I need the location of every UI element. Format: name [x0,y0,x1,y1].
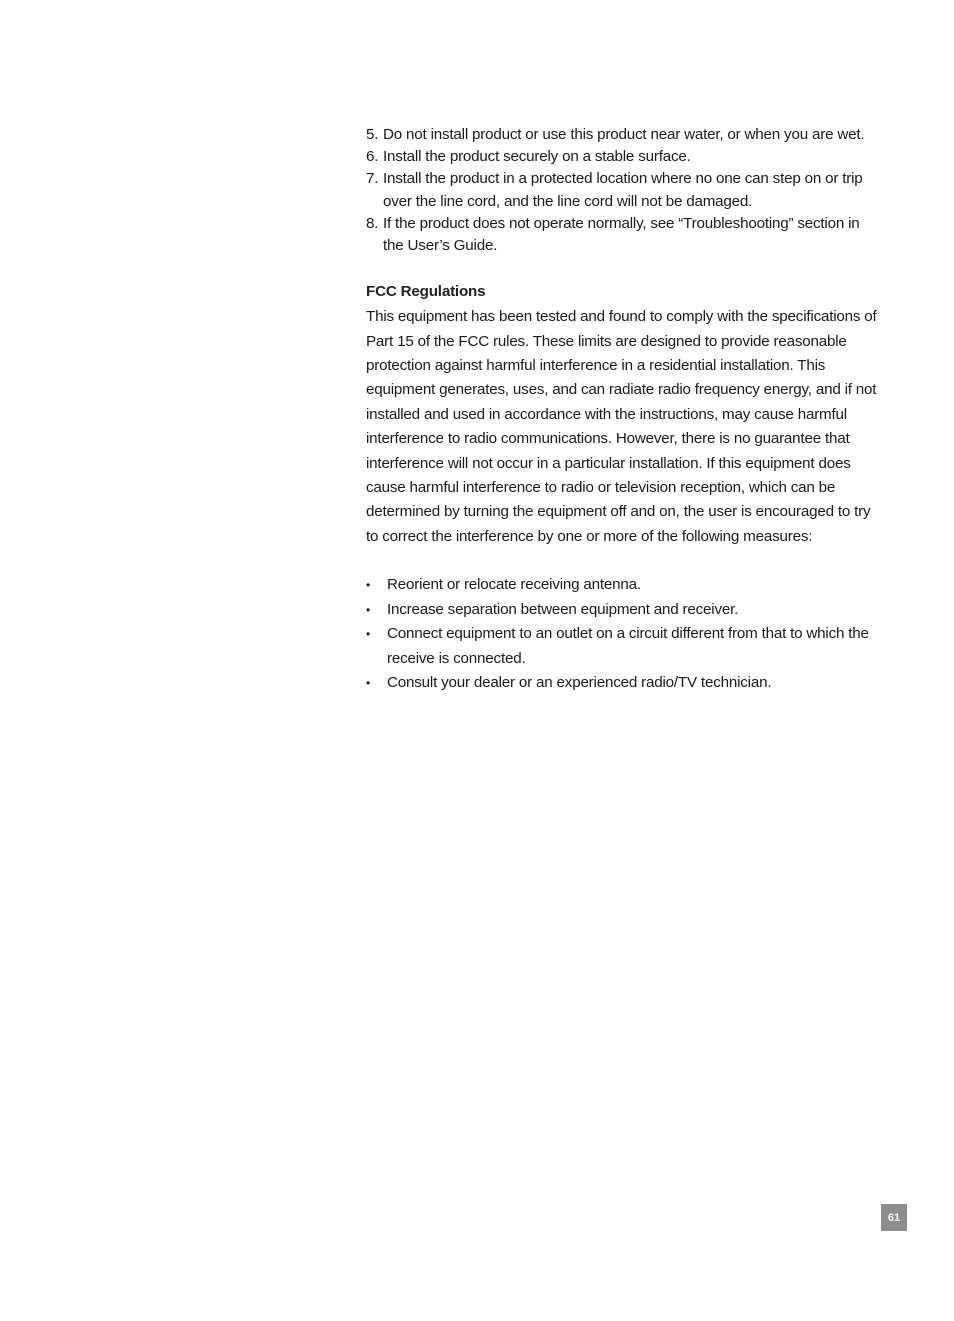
list-item-text: Install the product securely on a stable surface. [383,148,691,166]
list-item [366,124,878,146]
safety-instructions-list [366,124,878,257]
list-number: 6. [366,148,379,166]
list-item-text: Connect equipment to an outlet on a circuit different from that to which the receive is connected. [387,625,869,667]
fcc-measures-list [366,573,878,695]
list-item-text: If the product does not operate normally, see “Troubleshooting” section in the User’s Guide. [383,214,860,255]
page-number: 61 [881,1204,907,1231]
content-column [366,124,878,695]
list-number: 5. [366,126,379,143]
list-item-text: Do not install product or use this product near water, or when you are wet. [383,126,865,143]
list-item [366,573,878,597]
list-item-text: Increase separation between equipment and receiver. [387,600,739,618]
list-item-text: Install the product in a protected location where no one can step on or trip over the line cord, and the line cord will not be damaged. [383,170,863,210]
list-item [366,622,878,671]
list-item [366,146,878,168]
bullet-icon: • [366,627,371,642]
list-number: 8. [366,214,379,232]
list-item [366,168,878,212]
list-item-text: Reorient or relocate receiving antenna. [387,576,641,594]
fcc-heading: FCC Regulations [366,283,486,301]
list-number: 7. [366,170,379,188]
fcc-paragraph: This equipment has been tested and found to comply with the specifications of Part 15 of the FCC rules. These limits are designed to provide reasonable protection against harmful interference in a residential installation. This equipment generates, uses, and can radiate radio frequency energy, and if not installed and used in accordance with the instructions, may cause harmful interference to radio communications. However, there is no guarantee that interference will not occur in a particular installation. If this equipment does cause harmful interference to radio or television reception, which can be determined by turning the equipment off and on, the user is encouraged to try to correct the interference by one or more of the following measures: [366,308,877,545]
bullet-icon: • [366,578,371,593]
list-item [366,213,878,257]
list-item [366,598,878,622]
bullet-icon: • [366,602,371,617]
bullet-icon: • [366,675,371,690]
list-item-text: Consult your dealer or an experienced radio/TV technician. [387,673,772,691]
list-item [366,671,878,695]
